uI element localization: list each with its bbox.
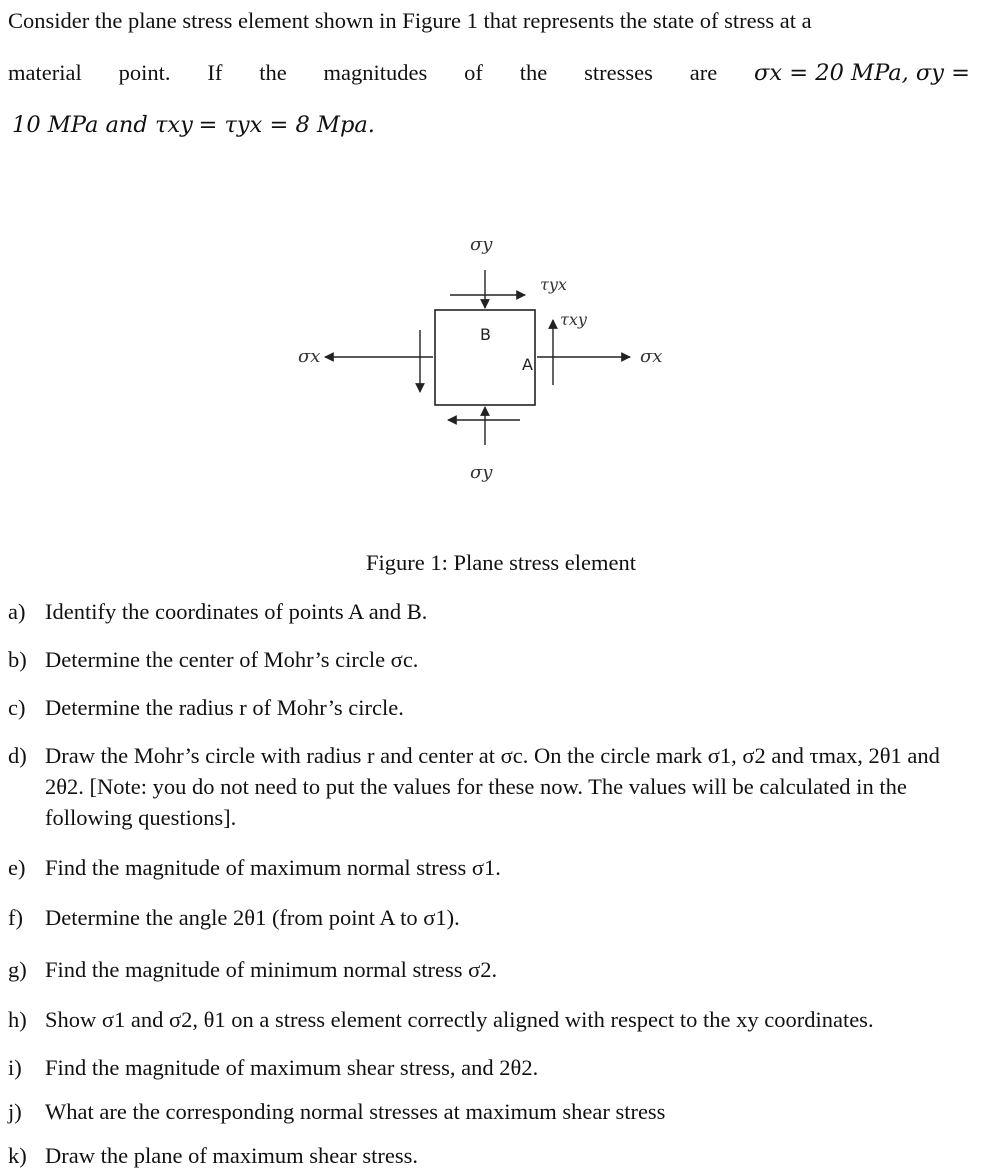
- statement-word: the: [519, 60, 548, 85]
- sigma-x-right-label: σx: [640, 346, 663, 367]
- statement-line-3: [12, 112, 375, 138]
- statement-line-2: [8, 60, 970, 86]
- shear-equality-math: = τyx = 8 Mpa.: [198, 112, 375, 138]
- question-label: g): [8, 957, 27, 982]
- question-label: h): [8, 1007, 27, 1032]
- question-label: d): [8, 743, 27, 768]
- statement-word: stresses: [584, 60, 653, 85]
- question-text: Draw the Mohr’s circle with radius r and center at σc. On the circle mark σ1, σ2 and τmax, 2θ1 and 2θ2. [Note: you do not need to put the values for these now. The values will be calculated in the following questions].: [45, 743, 940, 830]
- stress-element-diagram: [270, 220, 710, 510]
- question-label: a): [8, 599, 26, 624]
- point-b-label: B: [480, 325, 491, 344]
- question-label: j): [8, 1099, 22, 1124]
- question-text: Determine the radius r of Mohr’s circle.: [45, 695, 404, 720]
- tau-yx-label: τyx: [540, 275, 567, 294]
- question-text: Draw the plane of maximum shear stress.: [45, 1143, 419, 1168]
- sigma-y-top-label: σy: [470, 234, 493, 255]
- question-label: b): [8, 647, 27, 672]
- statement-word: the: [259, 60, 287, 85]
- question-text: Determine the center of Mohr’s circle σc.: [45, 647, 419, 672]
- figure-caption: Figure 1: Plane stress element: [366, 550, 636, 575]
- question-text: Identify the coordinates of points A and B.: [45, 599, 428, 624]
- statement-word: If: [207, 60, 223, 85]
- sigma-x-left-label: σx: [298, 346, 321, 367]
- stress-values-math-2: 10 MPa and τxy: [12, 112, 193, 138]
- question-label: f): [8, 905, 23, 930]
- statement-word: are: [689, 60, 718, 85]
- question-label: i): [8, 1055, 22, 1080]
- statement-word: material: [8, 60, 82, 85]
- statement-word: magnitudes: [323, 60, 428, 85]
- tau-xy-label: τxy: [560, 310, 587, 329]
- stress-values-math: σx = 20 MPa, σy =: [754, 60, 970, 86]
- question-text: Determine the angle 2θ1 (from point A to σ1).: [45, 905, 460, 930]
- plane-stress-figure: [270, 220, 710, 510]
- question-label: k): [8, 1143, 27, 1168]
- question-text: What are the corresponding normal stresses at maximum shear stress: [45, 1099, 666, 1124]
- sigma-y-bottom-label: σy: [470, 462, 493, 483]
- statement-line-1: Consider the plane stress element shown in Figure 1 that represents the state of stress at a: [8, 8, 812, 33]
- question-text: Find the magnitude of minimum normal stress σ2.: [45, 957, 498, 982]
- statement-word: of: [464, 60, 483, 85]
- question-label: e): [8, 855, 26, 880]
- question-text: Show σ1 and σ2, θ1 on a stress element correctly aligned with respect to the xy coordinates.: [45, 1007, 874, 1032]
- question-text: Find the magnitude of maximum shear stress, and 2θ2.: [45, 1055, 539, 1080]
- question-label: c): [8, 695, 26, 720]
- question-text: Find the magnitude of maximum normal stress σ1.: [45, 855, 501, 880]
- statement-word: point.: [118, 60, 171, 85]
- point-a-label: A: [522, 355, 533, 374]
